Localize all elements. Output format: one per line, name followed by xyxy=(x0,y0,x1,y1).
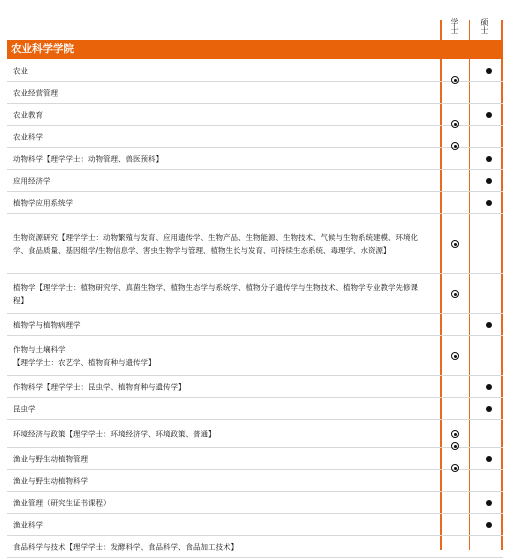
master-degree-bullet-icon xyxy=(486,156,492,162)
program-name-line: 【理学学士：农艺学、植物育种与遗传学】 xyxy=(13,357,156,367)
program-name xyxy=(13,402,438,415)
program-name xyxy=(13,64,438,77)
program-name xyxy=(13,108,438,121)
table-row xyxy=(7,148,503,170)
program-name-line: 农业 xyxy=(13,66,28,75)
master-degree-bullet-icon xyxy=(486,456,492,462)
master-degree-bullet-icon xyxy=(486,406,492,412)
program-name-line: 渔业与野生动植物科学 xyxy=(13,476,88,485)
bachelor-degree-circle-icon xyxy=(451,240,459,248)
table-row xyxy=(7,376,503,398)
program-name xyxy=(13,452,438,465)
program-name xyxy=(13,196,438,209)
master-degree-bullet-icon xyxy=(486,178,492,184)
table-row xyxy=(7,398,503,420)
program-name-line: 昆虫学 xyxy=(13,404,36,413)
table-row xyxy=(7,104,503,126)
program-name xyxy=(13,474,438,487)
column-header-bachelor: 学士 xyxy=(450,18,459,34)
column-header-row xyxy=(0,0,510,40)
bachelor-degree-circle-icon xyxy=(451,464,459,472)
bachelor-degree-circle-icon xyxy=(451,76,459,84)
table-row xyxy=(7,470,503,492)
table-row xyxy=(7,82,503,104)
column-header-master: 硕士 xyxy=(480,18,489,34)
master-degree-bullet-icon xyxy=(486,322,492,328)
program-name-line: 程】 xyxy=(13,295,28,305)
program-name xyxy=(13,281,438,307)
table-row xyxy=(7,60,503,82)
master-degree-bullet-icon xyxy=(486,384,492,390)
section-title: 农业科学学院 xyxy=(7,40,503,59)
master-degree-bullet-icon xyxy=(486,112,492,118)
program-name-line: 动物科学【理学学士：动物管理、兽医预科】 xyxy=(13,154,163,163)
program-name xyxy=(13,318,438,331)
program-name xyxy=(13,380,438,393)
table-row xyxy=(7,274,503,314)
program-name-line: 农业经营管理 xyxy=(13,88,58,97)
program-name-line: 应用经济学 xyxy=(13,176,51,185)
table-row xyxy=(7,492,503,514)
table-row xyxy=(7,214,503,274)
table-row xyxy=(7,514,503,536)
program-name-line: 植物学应用系统学 xyxy=(13,198,73,207)
program-name-line: 渔业科学 xyxy=(13,520,43,529)
program-name-line: 作物与土壤科学 xyxy=(13,344,66,354)
program-name xyxy=(13,496,438,509)
program-name xyxy=(13,152,438,165)
program-name xyxy=(13,231,438,257)
table-row xyxy=(7,336,503,376)
program-name-line: 渔业管理（研究生证书课程） xyxy=(13,498,111,507)
master-degree-bullet-icon xyxy=(486,500,492,506)
program-name-line: 农业教育 xyxy=(13,110,43,119)
program-name-line: 生物资源研究【理学学士：动物繁殖与发育、应用遗传学、生物产品、生物能源、生物技术、气候与生物系统建模、环境化 xyxy=(13,232,418,242)
table-row xyxy=(7,126,503,148)
program-name xyxy=(13,518,438,531)
table-row xyxy=(7,448,503,470)
table-row xyxy=(7,420,503,448)
program-name xyxy=(13,427,438,440)
program-name-line: 渔业与野生动植物管理 xyxy=(13,454,88,463)
program-name-line: 植物学【理学学士：植物研究学、真菌生物学、植物生态学与系统学、植物分子遗传学与生物技术、植物学专业教学先修课 xyxy=(13,282,418,292)
program-name-line: 植物学与植物病理学 xyxy=(13,320,81,329)
program-name-line: 食品科学与技术【理学学士：发酵科学、食品科学、食品加工技术】 xyxy=(13,542,238,551)
program-name xyxy=(13,86,438,99)
bachelor-degree-circle-icon xyxy=(451,120,459,128)
master-degree-bullet-icon xyxy=(486,200,492,206)
bachelor-degree-circle-icon xyxy=(451,352,459,360)
table-row xyxy=(7,536,503,558)
bachelor-degree-circle-icon xyxy=(451,430,459,438)
program-name xyxy=(13,343,438,369)
table-row xyxy=(7,192,503,214)
master-degree-bullet-icon xyxy=(486,68,492,74)
bachelor-degree-circle-icon xyxy=(451,142,459,150)
program-name-line: 环境经济与政策【理学学士：环境经济学、环境政策、普通】 xyxy=(13,429,216,438)
table-row xyxy=(7,314,503,336)
program-name-line: 农业科学 xyxy=(13,132,43,141)
program-name xyxy=(13,540,438,553)
program-name-line: 学、食品质量、基因组学/生物信息学、害虫生物学与管理、植物生长与发育、可持续生态系统、毒理学、水资源】 xyxy=(13,245,391,255)
master-degree-bullet-icon xyxy=(486,522,492,528)
program-name xyxy=(13,130,438,143)
program-name-line: 作物科学【理学学士：昆虫学、植物育种与遗传学】 xyxy=(13,382,186,391)
table-row xyxy=(7,170,503,192)
bachelor-degree-circle-icon xyxy=(451,442,459,450)
program-name xyxy=(13,174,438,187)
bachelor-degree-circle-icon xyxy=(451,290,459,298)
